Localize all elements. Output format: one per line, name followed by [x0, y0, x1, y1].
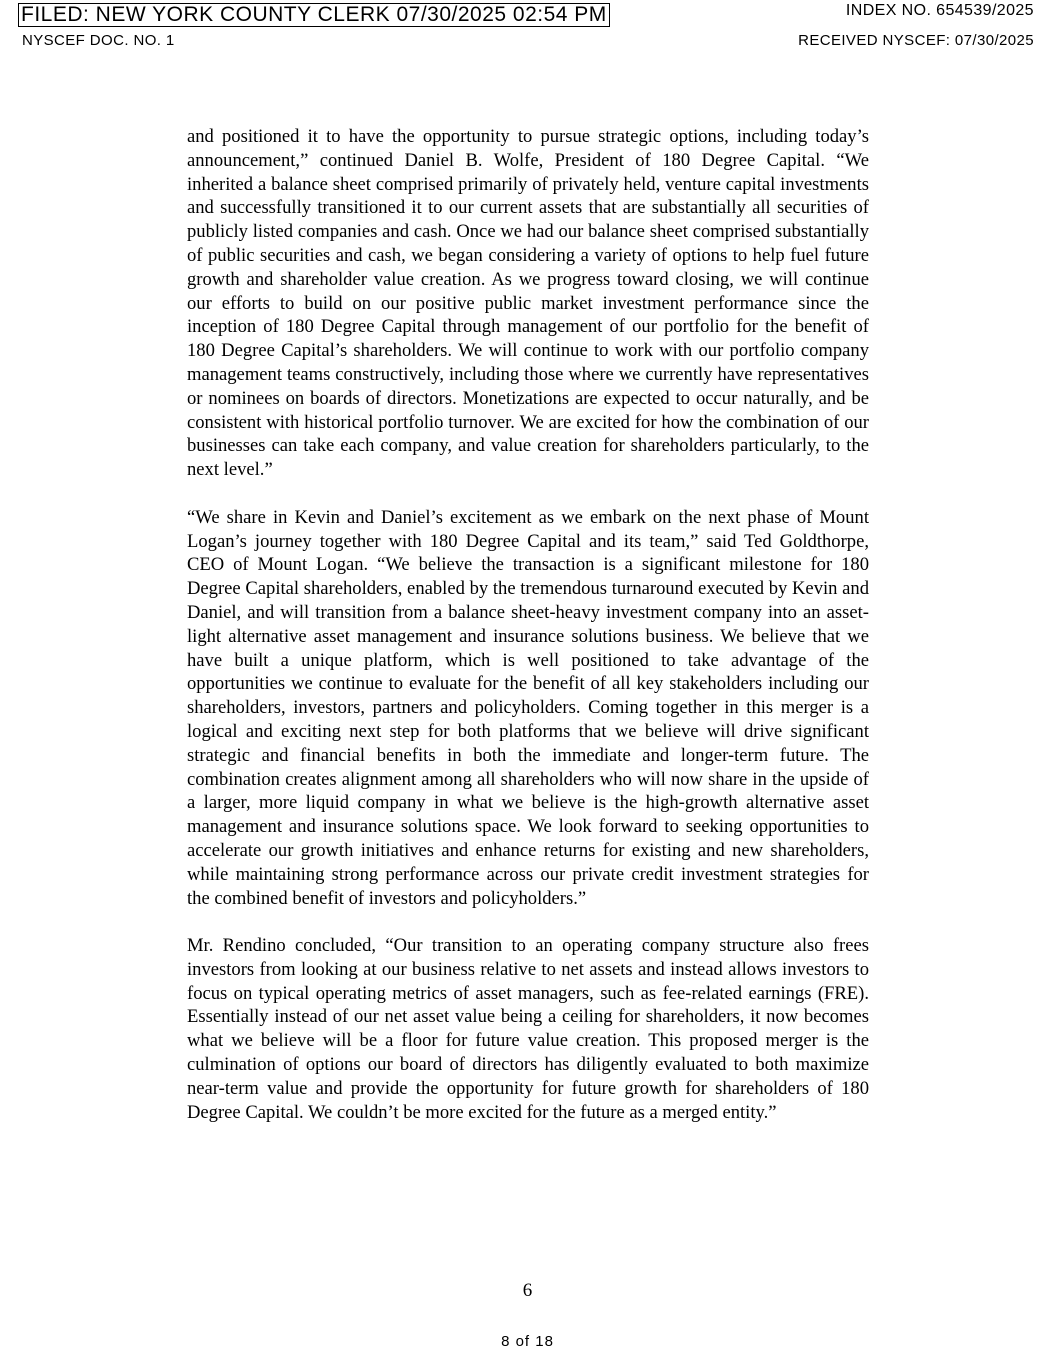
doc-number: NYSCEF DOC. NO. 1 — [22, 32, 175, 49]
paragraph: “We share in Kevin and Daniel’s excitement as we embark on the next phase of Mount Logan’s journey together with 180 Degree Capital and its team,” said Ted Goldthorpe, CEO of Mount Logan. “We believe the transaction is a significant milestone for 180 Degree Capital shareholders, enabled by the tremendous turnaround executed by Kevin and Daniel, and will transition from a balance sheet-heavy investment company into an asset-light alternative asset management and insurance solutions business. We believe that we have built a unique platform, which is well positioned to take advantage of the opportunities we continue to evaluate for the benefit of all key stakeholders including our shareholders, investors, partners and policyholders. Coming together in this merger is a logical and exciting next step for both platforms that we believe will drive significant strategic and financial benefits in both the immediate and longer-term future. The combination creates alignment among all shareholders who will now share in the upside of a larger, more liquid company in what we believe is the high-growth alternative asset management and insurance solutions space. We look forward to seeking opportunities to accelerate our growth initiatives and enhance returns for existing and new shareholders, while maintaining strong performance across our private credit investment strategies for the combined benefit of investors and policyholders.” — [187, 506, 869, 909]
paragraph: and positioned it to have the opportunity to pursue strategic options, including today’s announcement,” continued Daniel B. Wolfe, President of 180 Degree Capital. “We inherited a balance sheet comprised primarily of privately held, venture capital investments and successfully transitioned it to our current assets that are substantially all securities of publicly listed companies and cash. Once we had our balance sheet comprised substantially of public securities and cash, we began considering a variety of options to help fuel future growth and shareholder value creation. As we progress toward closing, we will continue our efforts to build on our positive public market investment performance since the inception of 180 Degree Capital through management of our portfolio for the benefit of 180 Degree Capital’s shareholders. We will continue to work with our portfolio company management teams constructively, including those where we currently have representatives or nominees on boards of directors. Monetizations are expected to occur naturally, and be consistent with historical portfolio turnover. We are excited for how the combination of our businesses can take each company, and value creation for shareholders particularly, to the next level.” — [187, 126, 869, 481]
page-number: 6 — [522, 1280, 533, 1301]
paragraph: Mr. Rendino concluded, “Our transition to an operating company structure also frees investors from looking at our business relative to net assets and instead allows investors to focus on typical operating metrics of asset managers, such as fee-related earnings (FRE). Essentially instead of our net asset value being a ceiling for shareholders, it now becomes what we believe will be a floor for future value creation. This proposed merger is the culmination of options our board of directors has diligently evaluated to both maximize near-term value and provide the opportunity for future growth for shareholders of 180 Degree Capital. We couldn’t be more excited for the future as a merged entity.” — [187, 935, 869, 1123]
page-of-total: 8 of 18 — [501, 1333, 554, 1350]
filed-stamp: FILED: NEW YORK COUNTY CLERK 07/30/2025 02:54 PM — [18, 3, 610, 27]
document-body — [187, 125, 869, 1148]
index-number: INDEX NO. 654539/2025 — [845, 2, 1034, 19]
received-date: RECEIVED NYSCEF: 07/30/2025 — [798, 32, 1034, 49]
